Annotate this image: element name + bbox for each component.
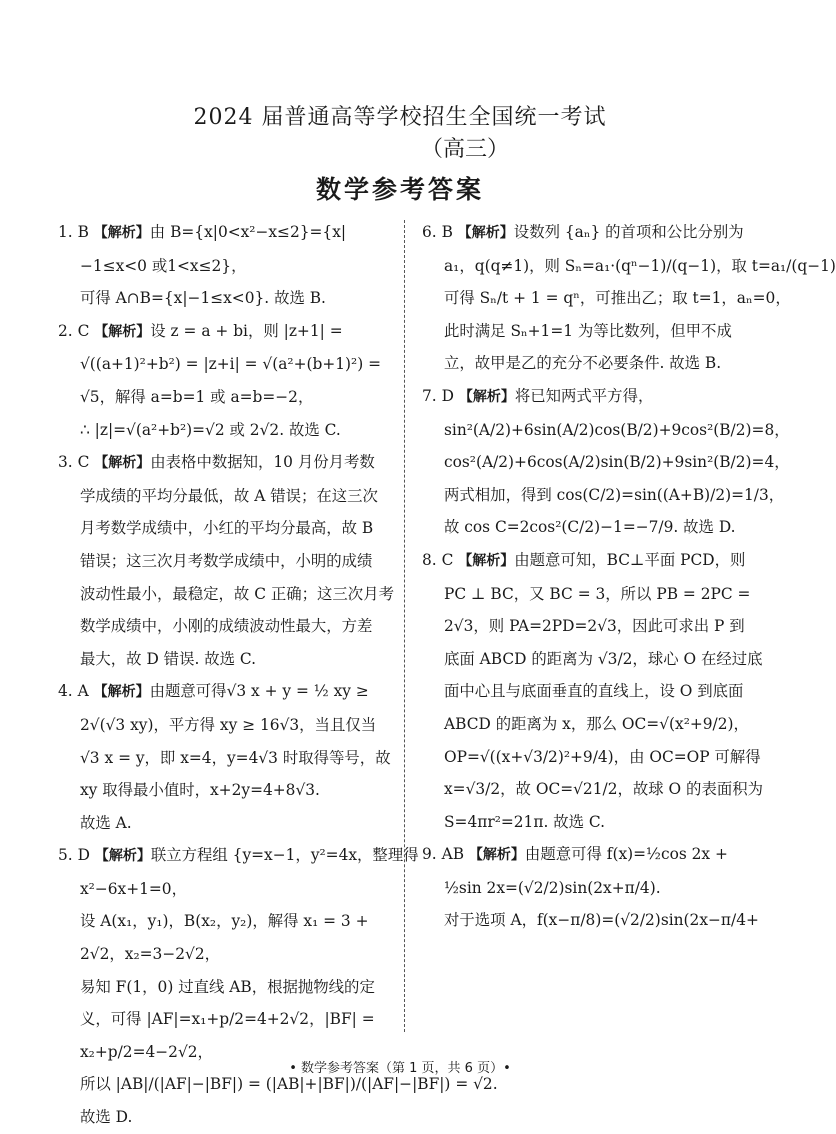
right-column (422, 216, 836, 937)
analysis-tag: 【解析】 (458, 388, 515, 405)
answer-line (58, 675, 396, 709)
answer-line (422, 315, 764, 348)
answer-line (422, 741, 764, 774)
analysis-tag: 【解析】 (93, 684, 150, 701)
answer-number: 1. B (58, 223, 89, 241)
answer-line (422, 578, 764, 611)
column-divider (404, 220, 405, 1032)
answer-text: OP=√((x+√3/2)²+9/4)，由 OC=OP 可解得 (444, 747, 761, 766)
answer-text: 故 cos C=2cos²(C/2)−1=−7/9. 故选 D. (444, 518, 736, 537)
answer-text: 可得 A∩B={x|−1≤x<0}. 故选 B. (80, 289, 326, 308)
answer-text: 由题意可得√3 x + y = ½ xy ≥ (149, 682, 369, 701)
answer-text: 可得 Sₙ/t + 1 = qⁿ，可推出乙；取 t=1，aₙ=0， (444, 289, 791, 308)
title: 2024 届普通高等学校招生全国统一考试 (193, 105, 607, 130)
answer-text: PC ⊥ BC，又 BC = 3，所以 PB = 2PC = (444, 584, 751, 603)
answer-line (58, 545, 396, 578)
page-heading: 数学参考答案 (315, 175, 484, 204)
answer-line (422, 479, 785, 512)
answer-text: 两式相加，得到 cos(C/2)=sin((A+B)/2)=1/3， (444, 485, 785, 504)
answer-line (422, 250, 836, 283)
answer-text: 故选 A. (80, 813, 132, 832)
answer-text: ABCD 的距离为 x，那么 OC=√(x²+9/2)， (444, 714, 749, 733)
answer-text: 由题意可得 f(x)=½cos 2x + (524, 845, 728, 864)
answer-line (422, 414, 790, 447)
answer-line (58, 216, 396, 250)
analysis-tag: 【解析】 (94, 455, 151, 472)
answer-line (58, 1101, 396, 1134)
answer-line (422, 216, 764, 250)
answer-text: 错误；这三次月考数学成绩中，小明的成绩 (80, 551, 373, 570)
answer-line (58, 414, 396, 447)
answer-line (58, 480, 396, 513)
answer-number: 6. B (422, 223, 453, 241)
analysis-tag: 【解析】 (457, 225, 514, 241)
answer-number: 8. C (422, 550, 454, 569)
answer-text: xy 取得最小值时，x+2y=4+8√3. (80, 781, 320, 800)
answer-line (422, 773, 764, 806)
answer-line (58, 905, 396, 938)
answer-number: 7. D (422, 386, 454, 405)
answer-text: x=√3/2，故 OC=√21/2，故球 O 的表面积为 (444, 780, 764, 799)
answer-line (58, 1003, 396, 1036)
answer-number: 3. C (58, 453, 90, 472)
subtitle: （高三） (420, 137, 509, 162)
analysis-tag: 【解析】 (94, 323, 151, 340)
answer-text: ∴ |z|=√(a²+b²)=√2 或 2√2. 故选 C. (80, 420, 341, 439)
answer-line (58, 938, 396, 971)
answer-text: 联立方程组 {y=x−1，y²=4x，整理得 (150, 846, 419, 865)
answer-line (58, 315, 396, 349)
answer-text: 将已知两式平方得， (514, 386, 654, 405)
answer-line (58, 381, 396, 414)
answer-text: x₂+p/2=4−2√2， (80, 1042, 213, 1061)
answer-line (58, 807, 396, 840)
answer-line (422, 708, 764, 741)
answer-text: 学成绩的平均分最低，故 A 错误；在这三次 (80, 486, 378, 505)
answer-line (58, 348, 396, 381)
answer-text: 数学成绩中，小刚的成绩波动性最大，方差 (80, 617, 373, 636)
answer-text: 对于选项 A，f(x−π/8)=(√2/2)sin(2x−π/4+ (444, 911, 759, 930)
answer-text: 由表格中数据知，10 月份月考数 (150, 453, 375, 472)
answer-text: S=4πr²=21π. 故选 C. (444, 812, 606, 831)
answer-line (422, 282, 791, 315)
answer-text: √3 x = y，即 x=4，y=4√3 时取得等号，故 (80, 748, 391, 767)
answer-text: 波动性最小，最稳定，故 C 正确；这三次月考 (80, 584, 394, 603)
answer-text: 易知 F(1，0) 过直线 AB，根据抛物线的定 (80, 977, 375, 996)
answer-number: 9. AB (422, 845, 465, 864)
answer-text: 底面 ABCD 的距离为 √3/2，球心 O 在经过底 (444, 649, 763, 668)
answer-text: √((a+1)²+b²) = |z+i| = √(a²+(b+1)²) = (80, 355, 381, 374)
answer-line (422, 838, 764, 872)
analysis-tag: 【解析】 (458, 552, 515, 569)
answer-line (58, 873, 396, 906)
answer-line (58, 774, 396, 807)
analysis-tag: 【解析】 (93, 225, 150, 241)
answer-line (422, 643, 764, 676)
answer-line (422, 446, 790, 479)
answer-text: 最大，故 D 错误. 故选 C. (80, 649, 257, 668)
answer-line (422, 380, 764, 414)
answer-line (422, 511, 764, 544)
answer-line (422, 872, 764, 905)
answer-line (422, 544, 764, 578)
answer-text: 设数列 {aₙ} 的首项和公比分别为 (513, 223, 744, 241)
answer-line (58, 512, 396, 545)
answer-text: 此时满足 Sₙ+1=1 为等比数列，但甲不成 (444, 321, 732, 340)
answer-text: 由题意可知，BC⊥平面 PCD，则 (514, 550, 746, 569)
answer-text: 面中心且与底面垂直的直线上，设 O 到底面 (444, 682, 744, 701)
answer-text: cos²(A/2)+6cos(A/2)sin(B/2)+9sin²(B/2)=4， (444, 453, 790, 472)
answer-line (58, 971, 396, 1004)
answer-line (58, 282, 396, 315)
answer-text: 设 A(x₁，y₁)，B(x₂，y₂)，解得 x₁ = 3 + (80, 912, 369, 931)
answer-text: 义，可得 |AF|=x₁+p/2=4+2√2，|BF| = (80, 1010, 375, 1029)
answer-text: 2√(√3 xy)，平方得 xy ≥ 16√3，当且仅当 (80, 715, 377, 734)
answer-line (422, 806, 764, 839)
answer-number: 2. C (58, 321, 90, 340)
answer-text: 设 z = a + bi，则 |z+1| = (150, 321, 343, 340)
answer-line (58, 709, 396, 742)
answer-text: 2√2，x₂=3−2√2， (80, 945, 220, 964)
answer-line (58, 839, 419, 873)
answer-text: ½sin 2x=(√2/2)sin(2x+π/4). (444, 878, 661, 897)
answer-text: 所以 |AB|/(|AF|−|BF|) = (|AB|+|BF|)/(|AF|−|BF|) = √2. (80, 1075, 498, 1094)
answer-line (58, 742, 396, 775)
analysis-tag: 【解析】 (94, 848, 151, 865)
answer-line (422, 904, 764, 937)
answer-text: 2√3，则 PA=2PD=2√3，因此可求出 P 到 (444, 617, 745, 636)
page-footer: • 数学参考答案（第 1 页，共 6 页）• (289, 1061, 511, 1076)
answer-number: 5. D (58, 846, 90, 865)
answer-line (58, 578, 396, 611)
answer-text: 立，故甲是乙的充分不必要条件. 故选 B. (444, 354, 722, 373)
answer-line (58, 643, 396, 676)
answer-line (58, 610, 396, 643)
answer-text: sin²(A/2)+6sin(A/2)cos(B/2)+9cos²(B/2)=8， (444, 420, 790, 439)
answer-text: 故选 D. (80, 1108, 133, 1127)
answer-text: −1≤x<0 或1<x≤2}， (80, 256, 247, 275)
answer-line (422, 675, 764, 708)
answer-text: x²−6x+1=0， (80, 879, 187, 898)
answer-line (58, 250, 396, 283)
answer-text: a₁，q(q≠1)，则 Sₙ=a₁·(qⁿ−1)/(q−1)，取 t=a₁/(q−1) (444, 256, 836, 275)
answer-line (422, 347, 764, 380)
answer-number: 4. A (58, 682, 89, 701)
answer-text: 月考数学成绩中，小红的平均分最高，故 B (80, 519, 374, 538)
answer-line (58, 446, 396, 480)
answer-text: √5，解得 a=b=1 或 a=b=−2， (80, 387, 314, 406)
answer-line (422, 610, 764, 643)
analysis-tag: 【解析】 (468, 847, 525, 864)
answer-text: 由 B={x|0<x²−x≤2}={x| (149, 223, 347, 241)
